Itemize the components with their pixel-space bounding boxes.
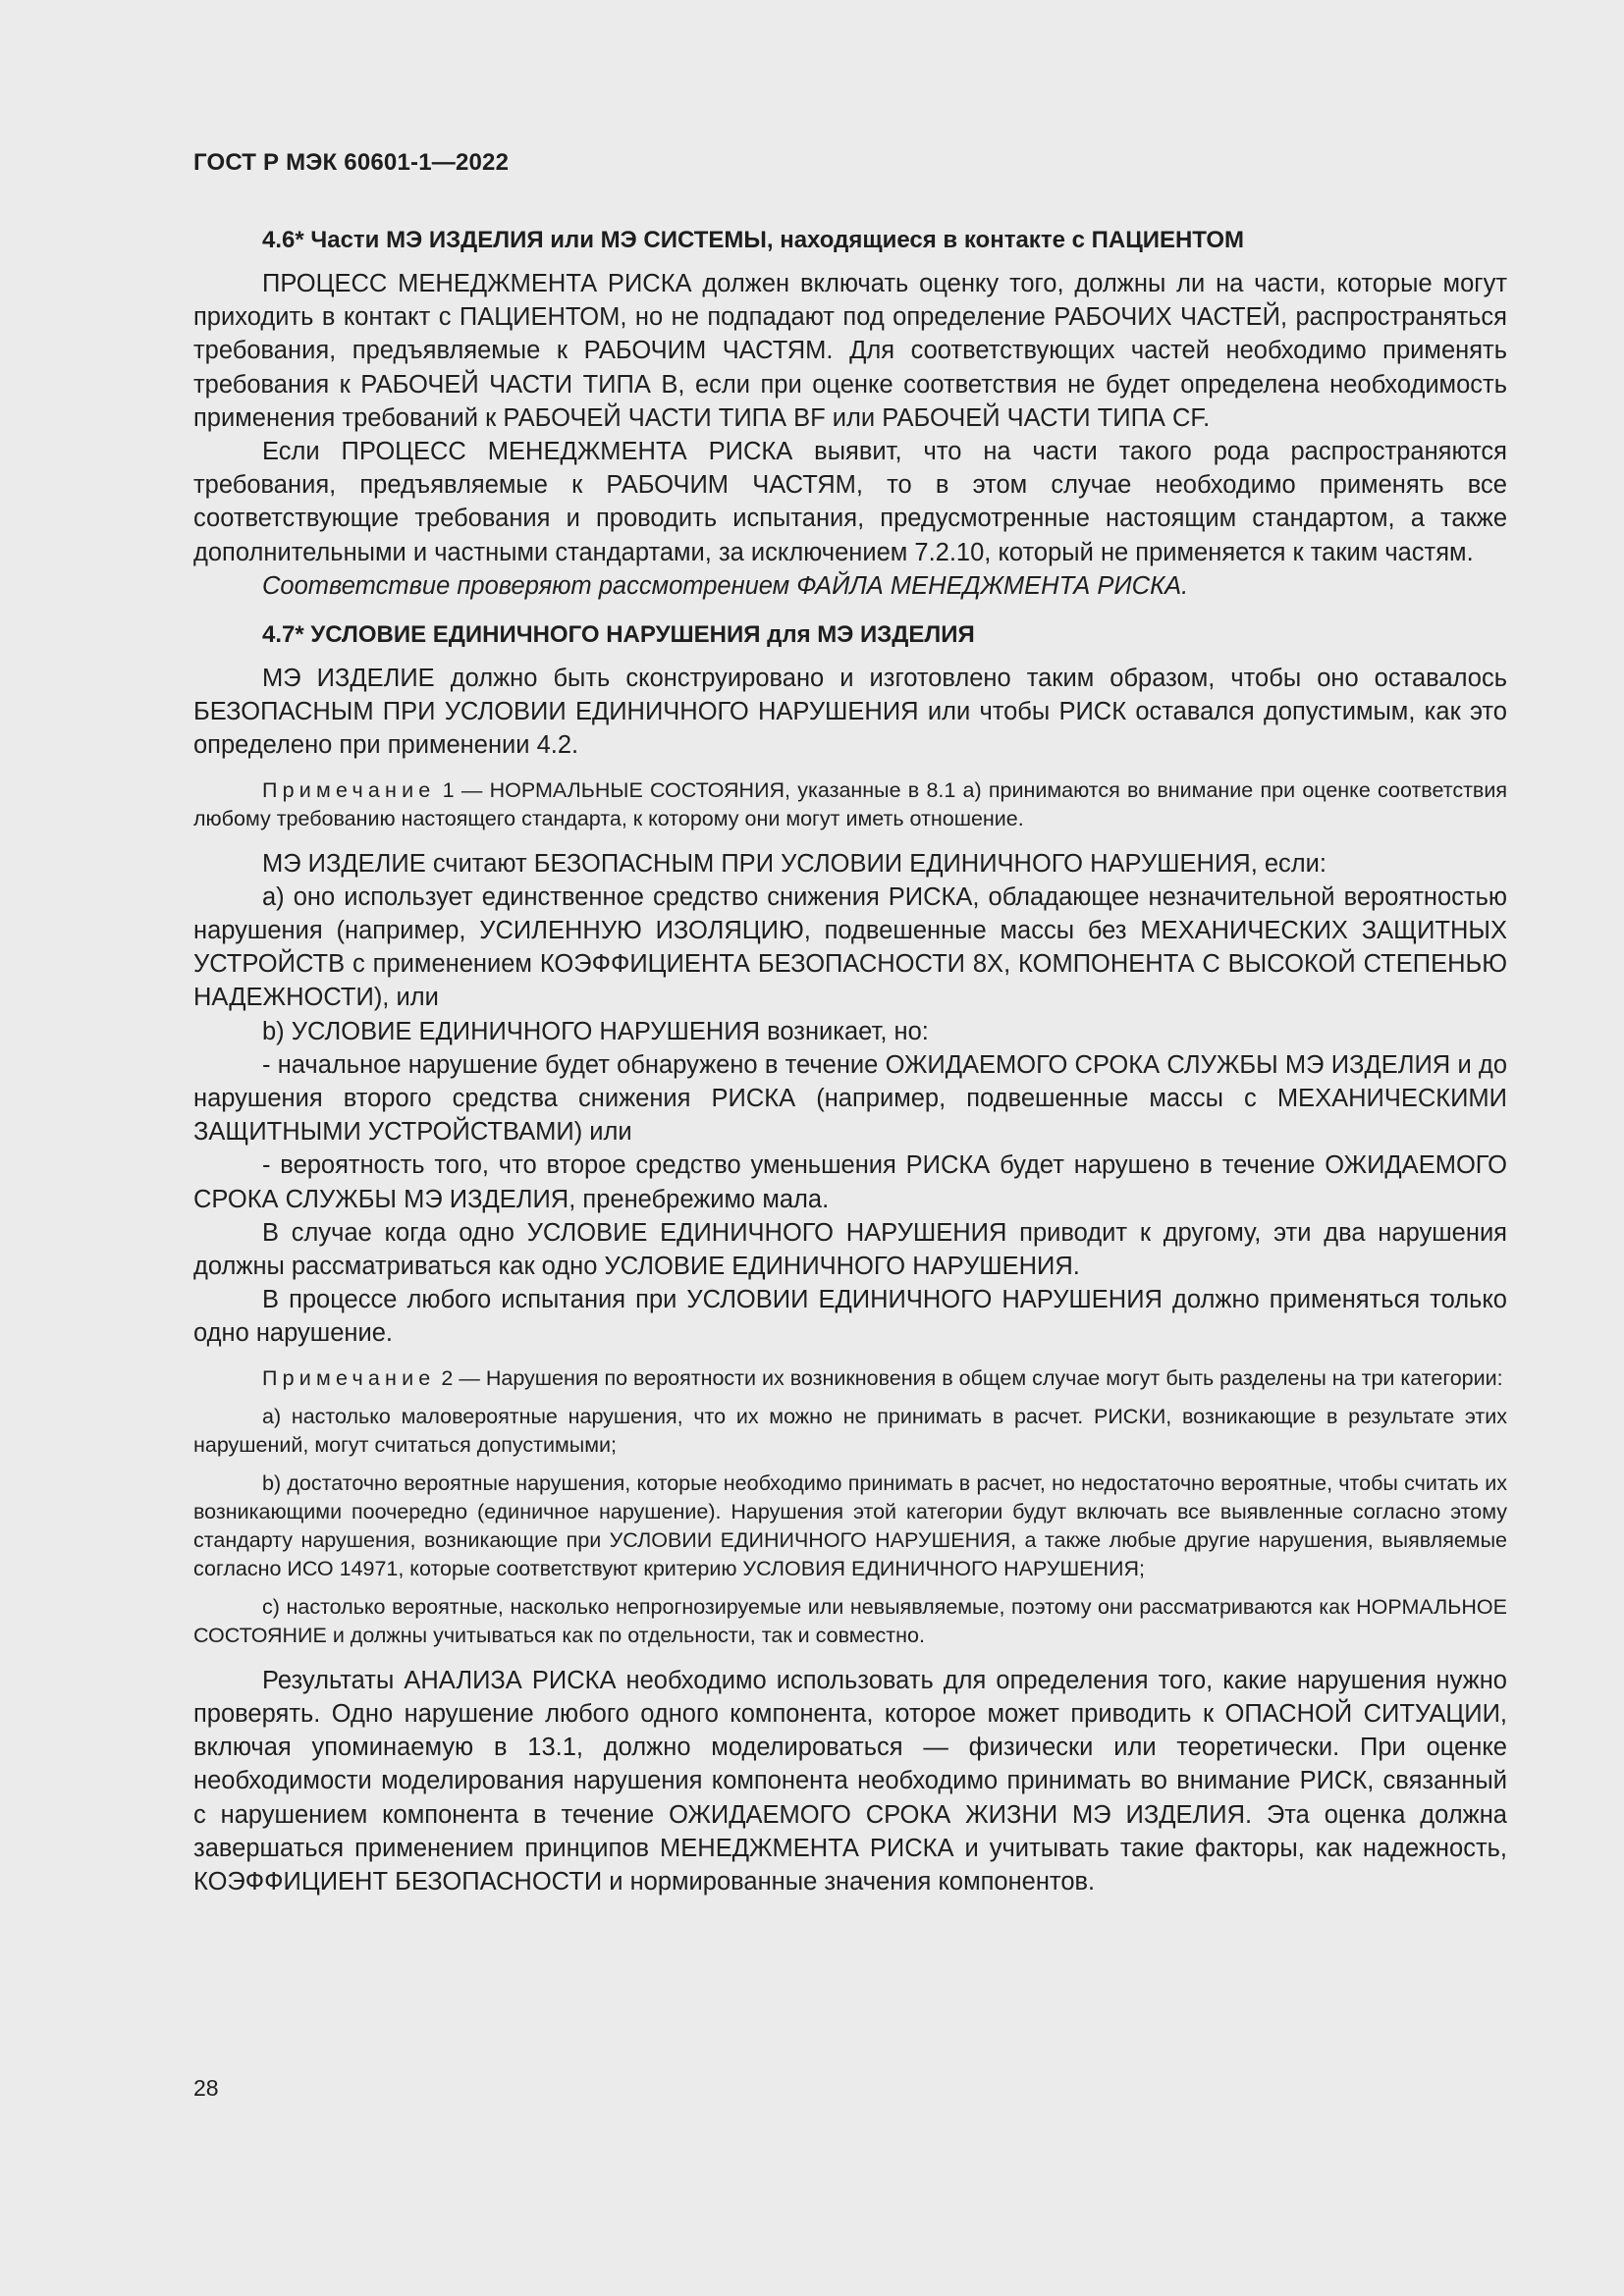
section-4-7-paragraph-1: МЭ ИЗДЕЛИЕ должно быть сконструировано и изготовлено таким образом, чтобы оно оставалось БЕЗОПАСНЫМ ПРИ УСЛОВИИ ЕДИНИЧНОГО НАРУШЕНИЯ или чтобы РИСК оставался допустимым, как это определено при применении 4.2. [193, 665, 1507, 760]
note-1-label: Примечание [262, 777, 436, 802]
note-2-item-a: a) настолько маловероятные нарушения, что их можно не принимать в расчет. РИСКИ, возникающие в результате этих нарушений, могут считаться допустимыми; [193, 1404, 1507, 1457]
section-4-6-heading: 4.6* Части МЭ ИЗДЕЛИЯ или МЭ СИСТЕМЫ, находящиеся в контакте с ПАЦИЕНТОМ [262, 227, 1245, 253]
list-item-b: b) УСЛОВИЕ ЕДИНИЧНОГО НАРУШЕНИЯ возникает, но: [262, 1017, 929, 1045]
section-4-7-heading: 4.7* УСЛОВИЕ ЕДИНИЧНОГО НАРУШЕНИЯ для МЭ ИЗДЕЛИЯ [262, 621, 975, 649]
list-dash-item-1: - начальное нарушение будет обнаружено в течение ОЖИДАЕМОГО СРОКА СЛУЖБЫ МЭ ИЗДЕЛИЯ и до нарушения второго средства снижения РИСКА (например, подвешенные массы с МЕХАНИЧЕСКИМИ ЗАЩИТНЫМИ УСТРОЙСТВАМИ) или [193, 1050, 1507, 1147]
note-2-label: Примечание [262, 1365, 436, 1390]
note-1 [193, 776, 1507, 833]
section-4-6-compliance: Соответствие проверяют рассмотрением ФАЙЛА МЕНЕДЖМЕНТА РИСКА. [262, 571, 1189, 600]
section-4-6-paragraph-2: Если ПРОЦЕСС МЕНЕДЖМЕНТА РИСКА выявит, что на части такого рода распространяются требования, предъявляемые к РАБОЧИМ ЧАСТЯМ, то в этом случае необходимо применять все соответствующие требования и проводить испытания, предусмотренные настоящим стандартом, а также дополнительными и частными стандартами, за исключением 7.2.10, который не применяется к таким частям. [193, 438, 1507, 566]
note-2-item-c: c) настолько вероятные, насколько непрогнозируемые или невыявляемые, поэтому они рассматриваются как НОРМАЛЬНОЕ СОСТОЯНИЕ и должны учитываться как по отдельности, так и совместно. [193, 1594, 1507, 1647]
section-4-7-paragraph-3: В случае когда одно УСЛОВИЕ ЕДИНИЧНОГО НАРУШЕНИЯ приводит к другому, эти два нарушения должны рассматриваться как одно УСЛОВИЕ ЕДИНИЧНОГО НАРУШЕНИЯ. [193, 1218, 1507, 1281]
note-2-item-b: b) достаточно вероятные нарушения, которые необходимо принимать в расчет, но недостаточно вероятные, чтобы считать их возникающими поочередно (единичное нарушение). Нарушения этой категории будут включать все выявленные согласно этому стандарту нарушения, возникающие при УСЛОВИИ ЕДИНИЧНОГО НАРУШЕНИЯ, а также любые другие нарушения, выявляемые согласно ИСО 14971, которые соответствуют критерию УСЛОВИЯ ЕДИНИЧНОГО НАРУШЕНИЯ; [193, 1470, 1507, 1580]
section-4-7-paragraph-4: В процессе любого испытания при УСЛОВИИ ЕДИНИЧНОГО НАРУШЕНИЯ должно применяться только одно нарушение. [193, 1286, 1507, 1348]
document-header: ГОСТ Р МЭК 60601-1—2022 [193, 149, 510, 176]
page-number: 28 [193, 2075, 219, 2101]
document-body [193, 224, 1507, 1898]
section-4-7-paragraph-5: Результаты АНАЛИЗА РИСКА необходимо использовать для определения того, какие нарушения нужно проверять. Одно нарушение любого одного компонента, которое может приводить к ОПАСНОЙ СИТУАЦИИ, включая упоминаемую в 13.1, должно моделироваться — физически или теоретически. При оценке необходимости моделирования нарушения компонента необходимо принимать во внимание РИСК, связанный с нарушением компонента в течение ОЖИДАЕМОГО СРОКА ЖИЗНИ МЭ ИЗДЕЛИЯ. Эта оценка должна завершаться применением принципов МЕНЕДЖМЕНТА РИСКА и учитывать такие факторы, как надежность, КОЭФФИЦИЕНТ БЕЗОПАСНОСТИ и нормированные значения компонентов. [193, 1666, 1507, 1896]
note-1-text: 1 — НОРМАЛЬНЫЕ СОСТОЯНИЯ, указанные в 8.1 а) принимаются во внимание при оценке соответствия любому требованию настоящего стандарта, к которому они могут иметь отношение. [193, 777, 1507, 830]
list-dash-item-2: - вероятность того, что второе средство уменьшения РИСКА будет нарушено в течение ОЖИДАЕМОГО СРОКА СЛУЖБЫ МЭ ИЗДЕЛИЯ, пренебрежимо мала. [193, 1151, 1507, 1213]
section-4-6-paragraph-1: ПРОЦЕСС МЕНЕДЖМЕНТА РИСКА должен включать оценку того, должны ли на части, которые могут приходить в контакт с ПАЦИЕНТОМ, но не подпадают под определение РАБОЧИХ ЧАСТЕЙ, распространяться требования, предъявляемые к РАБОЧИМ ЧАСТЯМ. Для соответствующих частей необходимо применять требования к РАБОЧЕЙ ЧАСТИ ТИПА В, если при оценке соответствия не будет определена необходимость применения требований к РАБОЧЕЙ ЧАСТИ ТИПА BF или РАБОЧЕЙ ЧАСТИ ТИПА CF. [193, 270, 1507, 432]
note-2-text: 2 — Нарушения по вероятности их возникновения в общем случае могут быть разделены на три категории: [435, 1365, 1503, 1390]
section-4-7-paragraph-2: МЭ ИЗДЕЛИЕ считают БЕЗОПАСНЫМ ПРИ УСЛОВИИ ЕДИНИЧНОГО НАРУШЕНИЯ, если: [262, 849, 1326, 878]
list-item-a: a) оно использует единственное средство снижения РИСКА, обладающее незначительной вероятностью нарушения (например, УСИЛЕННУЮ ИЗОЛЯЦИЮ, подвешенные массы без МЕХАНИЧЕСКИХ ЗАЩИТНЫХ УСТРОЙСТВ с применением КОЭФФИЦИЕНТА БЕЗОПАСНОСТИ 8X, КОМПОНЕНТА С ВЫСОКОЙ СТЕПЕНЬЮ НАДЕЖНОСТИ), или [193, 882, 1507, 1012]
note-2 [193, 1364, 1507, 1393]
